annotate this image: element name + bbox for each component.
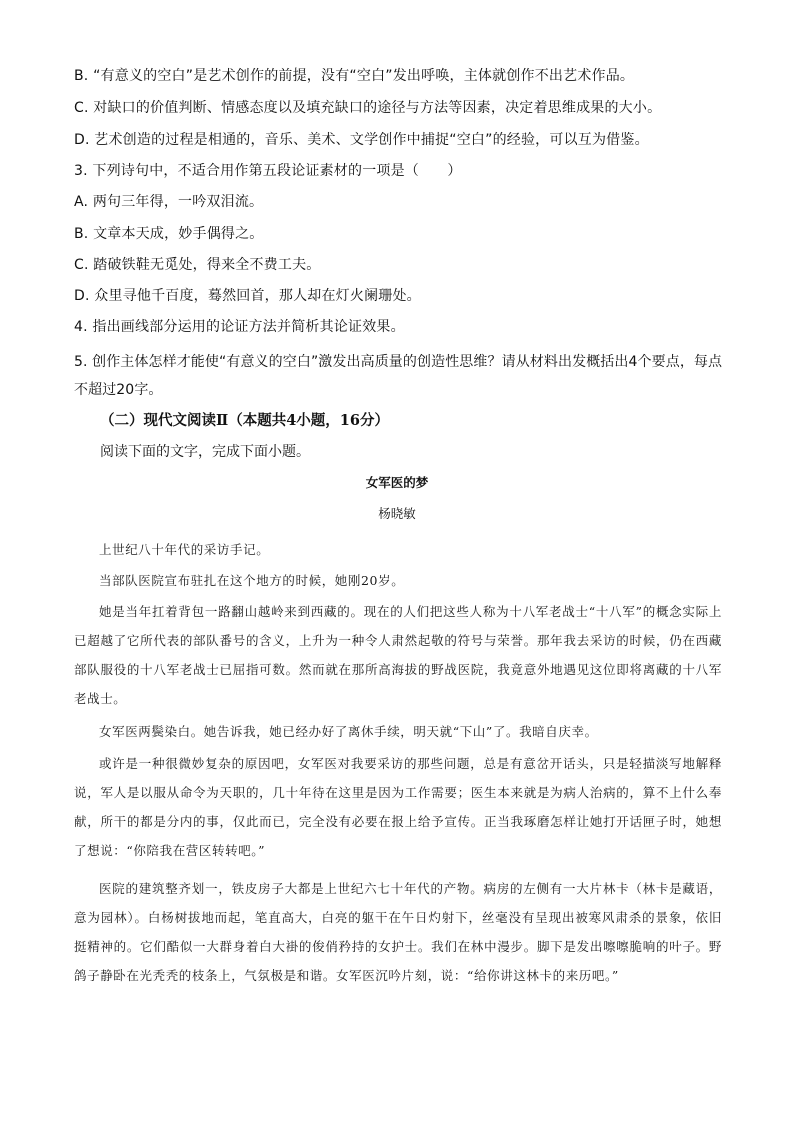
section-instruction: 阅读下面的文字，完成下面小题。 — [100, 444, 310, 460]
q3-option-a: A. 两句三年得，一吟双泪流。 — [74, 194, 264, 210]
q5-stem: 5. 创作主体怎样才能使“有意义的空白”激发出高质量的创造性思维？请从材料出发概括出4个要点，每点不超过20字。 — [74, 354, 723, 398]
story-paragraph: 上世纪八十年代的采访手记。 — [99, 542, 270, 557]
story-paragraph: 她是当年扛着背包一路翻山越岭来到西藏的。现在的人们把这些人称为十八军老战士“十八军”的概念实际上已超越了它所代表的部队番号的含义，上升为一种令人肃然起敬的符号与荣誉。那年我去采访的时候，仍在西藏部队服役的十八军老战士已屈指可数。然而就在那所高海拔的野战医院，我竟意外地遇见这位即将离藏的十八军老战士。 — [74, 604, 722, 706]
q3-option-d: D. 众里寻他千百度，蓦然回首，那人却在灯火阑珊处。 — [74, 288, 421, 304]
story-author: 杨晓敏 — [378, 506, 416, 521]
q2-option-b: B. “有意义的空白”是艺术创作的前提，没有“空白”发出呼唤，主体就创作不出艺术作品。 — [74, 68, 635, 84]
section-heading: （二）现代文阅读Ⅱ（本题共4小题，16分） — [100, 412, 389, 429]
q2-option-c: C. 对缺口的价值判断、情感态度以及填充缺口的途径与方法等因素，决定着思维成果的大小。 — [74, 100, 662, 116]
q3-option-b: B. 文章本天成，妙手偶得之。 — [74, 226, 264, 242]
q3-stem: 3. 下列诗句中，不适合用作第五段论证素材的一项是（ ） — [74, 163, 462, 179]
q4-stem: 4. 指出画线部分运用的论证方法并简析其论证效果。 — [74, 319, 405, 335]
story-paragraph: 当部队医院宣布驻扎在这个地方的时候，她刚20岁。 — [99, 573, 405, 588]
story-paragraph: 医院的建筑整齐划一，铁皮房子大都是上世纪六七十年代的产物。病房的左侧有一大片林卡（林卡是藏语，意为园林）。白杨树拔地而起，笔直高大，白亮的躯干在午日灼射下，丝毫没有呈现出被寒风肃杀的景象，依旧挺精神的。它们酷似一大群身着白大褂的俊俏矜持的女护士。我们在林中漫步。脚下是发出嚓嚓脆响的叶子。野鸽子静卧在光秃秃的枝条上，气氛极是和谐。女军医沉吟片刻，说：“给你讲这林卡的来历吧。” — [74, 881, 722, 983]
story-title: 女军医的梦 — [365, 475, 429, 490]
story-paragraph: 女军医两鬓染白。她告诉我，她已经办好了离休手续，明天就“下山”了。我暗自庆幸。 — [99, 724, 598, 739]
q3-option-c: C. 踏破铁鞋无觅处，得来全不费工夫。 — [74, 257, 321, 273]
story-paragraph: 或许是一种很微妙复杂的原因吧，女军医对我要采访的那些问题，总是有意岔开话头，只是轻描淡写地解释说，军人是以服从命令为天职的，几十年待在这里是因为工作需要；医生本来就是为病人治病的，算不上什么奉献，所干的都是分内的事，仅此而已，完全没有必要在报上给予宣传。正当我琢磨怎样让她打开话匣子时，她想了想说：“你陪我在营区转转吧。” — [74, 756, 722, 858]
q2-option-d: D. 艺术创造的过程是相通的，音乐、美术、文学创作中捕捉“空白”的经验，可以互为借鉴。 — [74, 132, 649, 148]
